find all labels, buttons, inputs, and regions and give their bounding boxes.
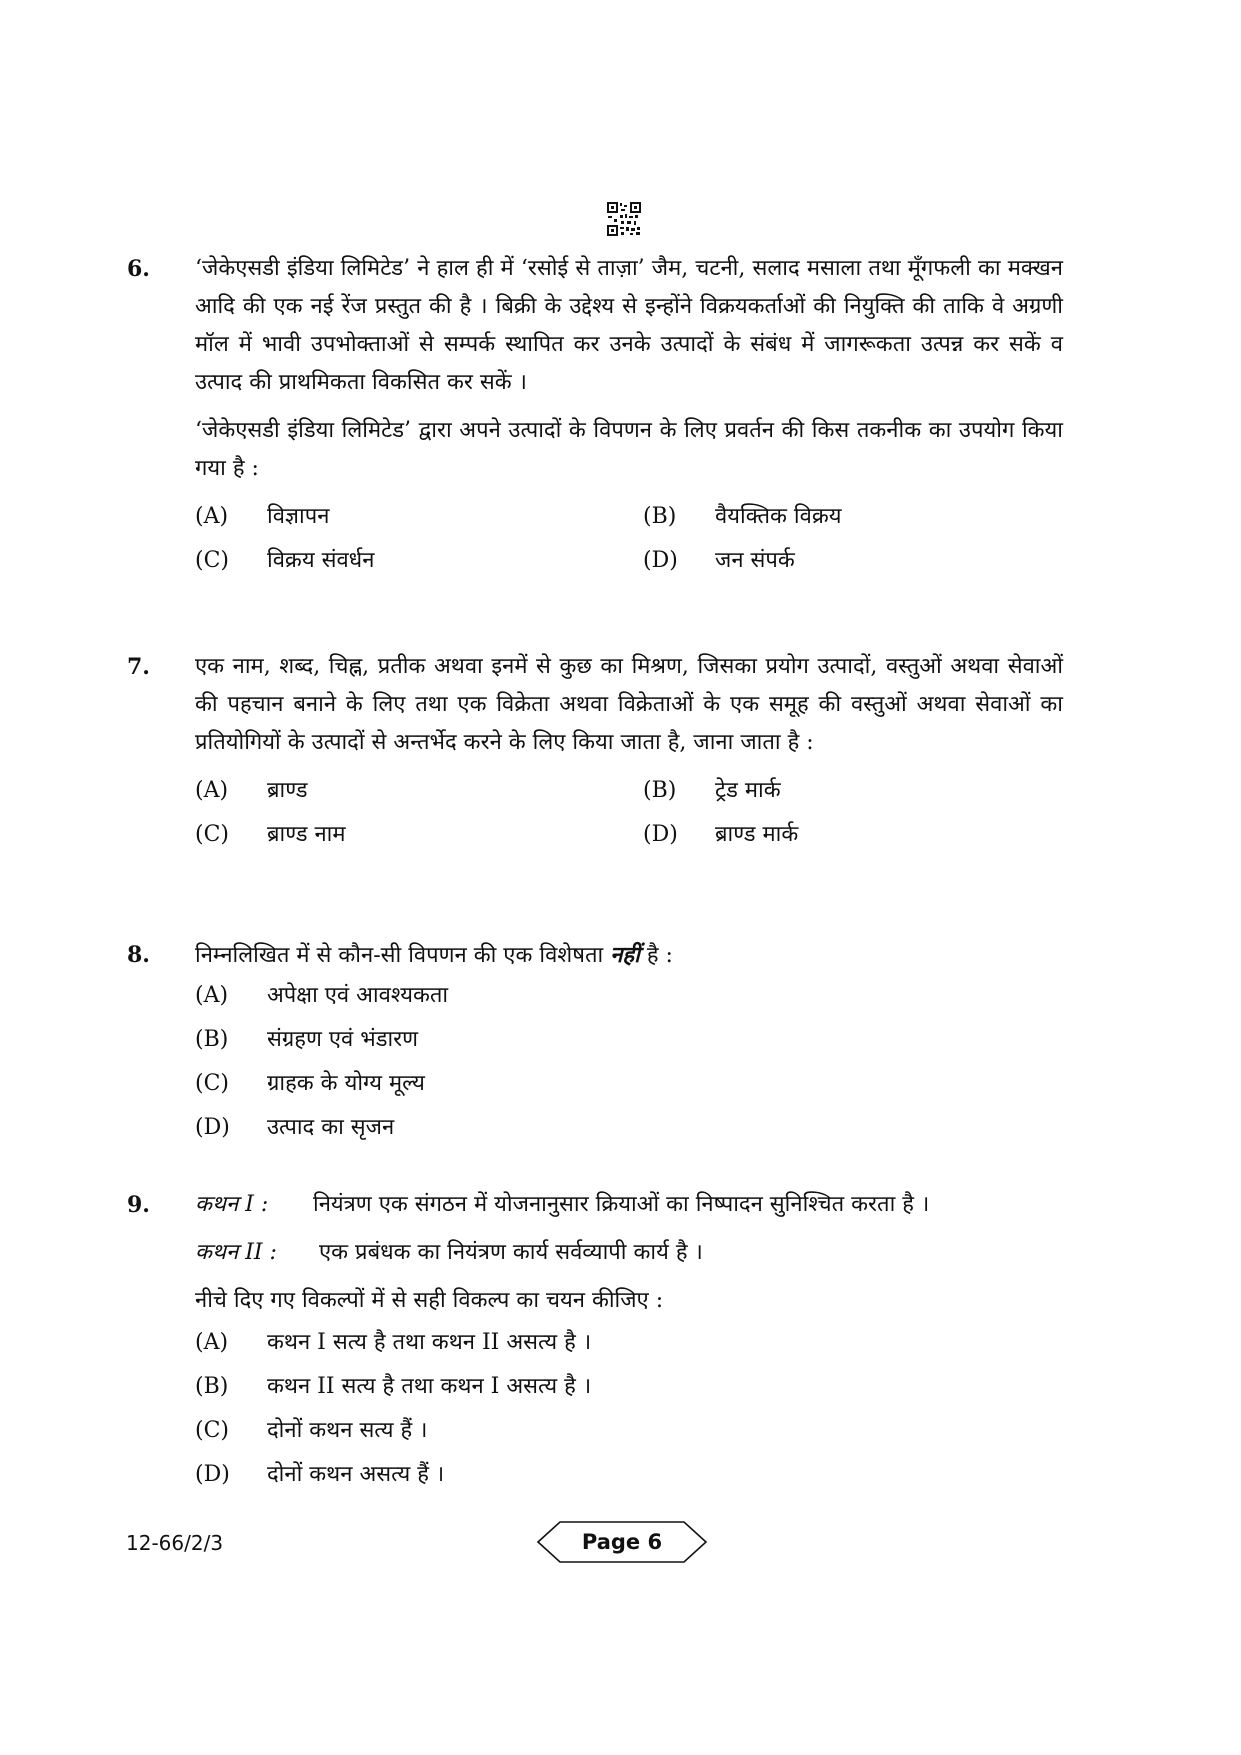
option-c xyxy=(195,816,643,854)
options-list xyxy=(195,977,1063,1147)
option-label: (A) xyxy=(195,504,229,529)
option-text: जन संपर्क xyxy=(715,548,795,573)
option-text: कथन II सत्य है तथा कथन I असत्य है । xyxy=(267,1374,592,1399)
option-label: (B) xyxy=(195,1374,229,1399)
option-text: अपेक्षा एवं आवश्यकता xyxy=(267,983,449,1008)
option-label: (A) xyxy=(195,983,229,1008)
stem-emphasis: नहीं xyxy=(610,942,640,968)
option-text: ग्राहक के योग्य मूल्य xyxy=(267,1071,425,1096)
page-number-badge xyxy=(536,1520,708,1564)
option-label: (D) xyxy=(195,1462,230,1487)
question-8 xyxy=(127,936,1063,1147)
question-6 xyxy=(127,250,1063,580)
option-text: वैयक्तिक विक्रय xyxy=(715,504,842,529)
option-d xyxy=(195,1456,1063,1494)
option-c xyxy=(195,542,643,580)
option-c xyxy=(195,1412,1063,1450)
option-label: (C) xyxy=(195,822,229,847)
option-label: (D) xyxy=(195,1115,230,1140)
option-text: ट्रेड मार्क xyxy=(715,778,781,803)
paper-code: 12-66/2/3 xyxy=(126,1531,224,1555)
question-text xyxy=(195,936,1063,975)
options-grid xyxy=(195,498,1063,580)
option-a xyxy=(195,977,1063,1015)
option-text: दोनों कथन असत्य हैं । xyxy=(267,1462,445,1487)
option-label: (C) xyxy=(195,1418,229,1443)
question-prompt: ‘जेकेएसडी इंडिया लिमिटेड’ द्वारा अपने उत्पादों के विपणन के लिए प्रवर्तन की किस तकनीक का उपयोग किया गया है : xyxy=(195,418,1063,481)
question-number: 7. xyxy=(127,654,150,680)
option-c xyxy=(195,1065,1063,1103)
option-text: ब्राण्ड xyxy=(267,778,308,803)
option-label: (B) xyxy=(195,1027,229,1052)
option-b xyxy=(643,772,1063,810)
option-a xyxy=(195,772,643,810)
statement-2 xyxy=(195,1234,1063,1272)
option-a xyxy=(195,498,643,536)
option-text: कथन I सत्य है तथा कथन II असत्य है । xyxy=(267,1330,592,1355)
qr-code-icon xyxy=(606,201,642,237)
question-7 xyxy=(127,648,1063,854)
option-b xyxy=(195,1021,1063,1059)
option-label: (B) xyxy=(643,778,677,803)
option-text: उत्पाद का सृजन xyxy=(267,1115,395,1140)
option-text: ब्राण्ड मार्क xyxy=(715,822,799,847)
option-text: विज्ञापन xyxy=(267,504,330,529)
option-d xyxy=(643,542,1063,580)
option-label: (C) xyxy=(195,1071,229,1096)
option-label: (D) xyxy=(643,822,678,847)
option-label: (D) xyxy=(643,548,678,573)
stem-before: निम्नलिखित में से कौन-सी विपणन की एक विशेषता xyxy=(195,943,604,968)
option-a xyxy=(195,1324,1063,1362)
option-label: (A) xyxy=(195,778,229,803)
option-b xyxy=(195,1368,1063,1406)
question-number: 6. xyxy=(127,256,150,282)
option-label: (C) xyxy=(195,548,229,573)
option-text: ब्राण्ड नाम xyxy=(267,822,346,847)
question-text: ‘जेकेएसडी इंडिया लिमिटेड’ ने हाल ही में ‘रसोई से ताज़ा’ जैम, चटनी, सलाद मसाला तथा मूँगफली का मक्खन आदि की एक नई रेंज प्रस्तुत की है । बिक्री के उद्देश्य से इन्होंने विक्रयकर्ताओं की नियुक्ति की ताकि वे अग्रणी मॉल में भावी उपभोक्ताओं से सम्पर्क स्थापित कर उनके उत्पादों के संबंध में जागरूकता उत्पन्न कर सकें व उत्पाद की प्राथमिकता विकसित कर सकें । xyxy=(195,256,1063,395)
option-text: विक्रय संवर्धन xyxy=(267,548,375,573)
option-text: संग्रहण एवं भंडारण xyxy=(267,1027,419,1052)
statement-label: कथन I : xyxy=(195,1192,269,1217)
question-number: 9. xyxy=(127,1192,150,1218)
statement-label: कथन II : xyxy=(195,1240,277,1265)
option-label: (A) xyxy=(195,1330,229,1355)
page-number: Page 6 xyxy=(581,1530,663,1554)
option-label: (B) xyxy=(643,504,677,529)
statement-text: एक प्रबंधक का नियंत्रण कार्य सर्वव्यापी कार्य है । xyxy=(319,1240,703,1265)
question-9 xyxy=(127,1186,1063,1494)
question-text: एक नाम, शब्द, चिह्न, प्रतीक अथवा इनमें से कुछ का मिश्रण, जिसका प्रयोग उत्पादों, वस्तुओं अथवा सेवाओं की पहचान बनाने के लिए तथा एक विक्रेता अथवा विक्रेताओं के एक समूह की वस्तुओं अथवा सेवाओं का प्रतियोगियों के उत्पादों से अन्तर्भेद करने के लिए किया जाता है, जाना जाता है : xyxy=(195,654,1063,755)
options-grid xyxy=(195,772,1063,854)
option-b xyxy=(643,498,1063,536)
statement-1 xyxy=(195,1186,1063,1224)
option-d xyxy=(643,816,1063,854)
question-instruction: नीचे दिए गए विकल्पों में से सही विकल्प का चयन कीजिए : xyxy=(195,1288,664,1313)
option-text: दोनों कथन सत्य हैं । xyxy=(267,1418,428,1443)
options-list xyxy=(195,1324,1063,1494)
statement-text: नियंत्रण एक संगठन में योजनानुसार क्रियाओं का निष्पादन सुनिश्चित करता है । xyxy=(313,1192,930,1217)
question-number: 8. xyxy=(127,942,150,968)
stem-after: है : xyxy=(646,943,673,968)
option-d xyxy=(195,1109,1063,1147)
